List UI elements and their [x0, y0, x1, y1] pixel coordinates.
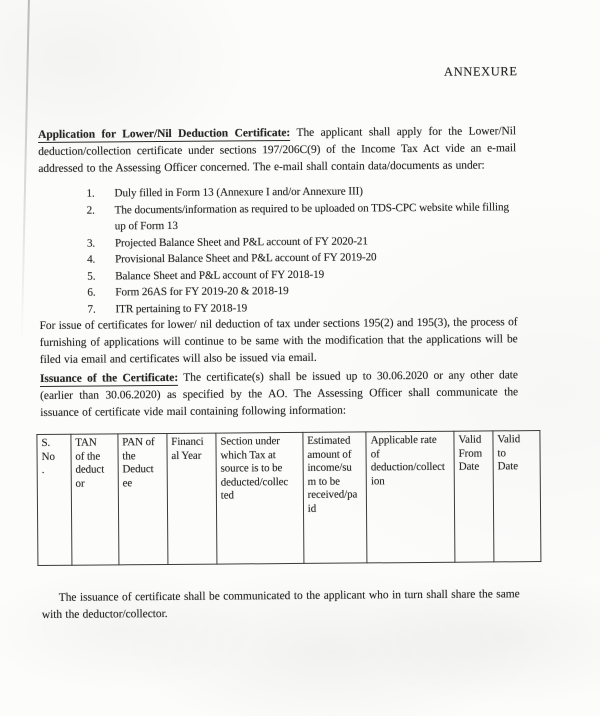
list-item-text: Duly filled in Form 13 (Annexure I and/or Annexure III) [114, 185, 363, 200]
list-item-number: 5. [87, 270, 96, 283]
intro-heading: Application for Lower/Nil Deduction Certificate: [38, 127, 291, 141]
header-cell-financial-year: Financi al Year [167, 433, 217, 564]
list-item-number: 1. [86, 187, 95, 200]
list-item-text: The documents/information as required to be uploaded on TDS-CPC website while filling up of Form 13 [114, 200, 509, 233]
header-cell-tan: TAN of the deduct or [71, 434, 119, 565]
list-item-number: 7. [87, 303, 96, 316]
header-cell-section: Section under which Tax at source is to be deducted/collec ted [216, 432, 304, 564]
list-item-text: Projected Balance Sheet and P&L account of FY 2020-21 [114, 234, 368, 249]
document-list [86, 182, 517, 317]
header-cell-sno: S. No . [37, 434, 72, 565]
list-item-text: Balance Sheet and P&L account of FY 2018-19 [115, 268, 325, 282]
list-item [87, 199, 517, 235]
list-item-number: 2. [86, 204, 95, 217]
intro-body: The applicant shall apply for the Lower/Nil deduction/collection certificate under sections 197/206C(9) of the Income Tax Act vide an e-mail addressed to the Assessing Officer concerned. The e-mail shall contain data/documents as under: [38, 125, 517, 175]
document-content [37, 0, 520, 624]
list-item-number: 6. [87, 286, 96, 299]
certificate-info-table [36, 430, 541, 566]
table-header-row [37, 431, 541, 566]
header-cell-estimated-amount: Estimated amount of income/su m to be received/pa id [303, 432, 367, 563]
list-item-text: Provisional Balance Sheet and P&L account of FY 2019-20 [114, 251, 377, 266]
header-cell-valid-to: Valid to Date [493, 431, 541, 562]
scan-artifact-line [21, 0, 30, 344]
issuance-heading: Issuance of the Certificate: [39, 371, 179, 385]
list-item-text: Form 26AS for FY 2019-20 & 2018-19 [115, 285, 289, 299]
list-item-text: ITR pertaining to FY 2018-19 [115, 301, 248, 315]
annexure-label: ANNEXURE [443, 64, 518, 79]
header-cell-applicable-rate: Applicable rate of deduction/collect ion [366, 431, 455, 563]
process-paragraph: For issue of certificates for lower/ nil deduction of tax under sections 195(2) and 195(3), the process of furnishing of applications will continue to be same with the modification that the applications will be filed via email and certificates will also be issued via email. [39, 316, 518, 366]
list-item-number: 4. [86, 253, 96, 266]
list-item-number: 3. [86, 237, 96, 250]
header-cell-valid-from: Valid From Date [454, 431, 494, 562]
intro-paragraph [38, 123, 516, 178]
issuance-paragraph [40, 367, 518, 422]
issuance-body: The certificate(s) shall be issued up to 30.06.2020 or any other date (earlier than 30.06.2020) as specified by the AO. The Assessing Officer shall communicate the issuance of certificate vide mail containing following information: [40, 369, 519, 419]
closing-paragraph: The issuance of certificate shall be communicated to the applicant who in turn shall share the same with the deductor/collector. [41, 588, 520, 621]
header-cell-pan: PAN of the Deduct ee [118, 433, 168, 564]
